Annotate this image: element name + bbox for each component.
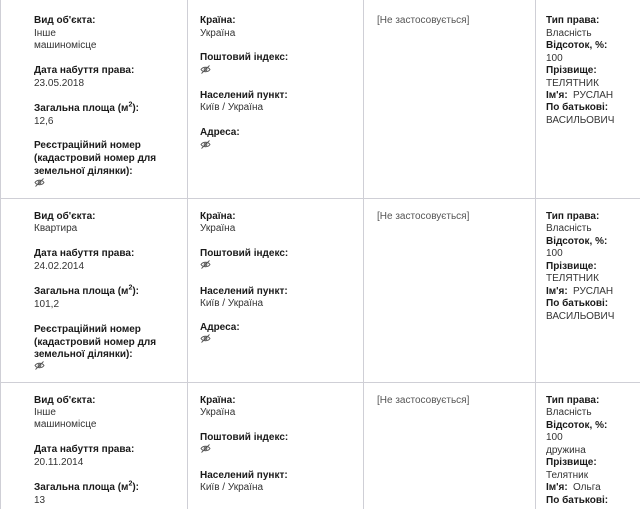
object-type-value-2: машиномісце — [34, 40, 97, 51]
locality-value: Київ / Україна — [200, 102, 264, 113]
first-name-value: РУСЛАН — [573, 286, 614, 297]
first-name-value: Ольга — [573, 482, 601, 493]
eye-off-icon — [34, 178, 45, 187]
address-label: Адреса: — [200, 322, 240, 333]
patronymic-value: ВАСИЛЬОВИЧ — [546, 115, 615, 126]
object-type-label: Вид об'єкта: — [34, 395, 96, 406]
country-value: Україна — [200, 407, 236, 418]
column-divider — [535, 0, 536, 198]
table-row — [1, 383, 640, 509]
column-divider — [363, 383, 364, 509]
share-label: Відсоток, %: — [546, 236, 608, 247]
right-type-label: Тип права: — [546, 395, 600, 406]
country-label: Країна: — [200, 211, 236, 222]
country-value: Україна — [200, 28, 236, 39]
area-label: Загальна площа $(м^2)$: — [34, 101, 140, 114]
surname-value: ТЕЛЯТНИК — [546, 78, 599, 89]
country-value: Україна — [200, 223, 236, 234]
surname-label: Прізвище: — [546, 457, 597, 468]
country-label: Країна: — [200, 15, 236, 26]
eye-off-icon — [200, 334, 211, 343]
first-name-label: Ім'я: — [546, 286, 568, 297]
share-value: 100 — [546, 248, 563, 259]
column-divider — [187, 383, 188, 509]
not-applicable-text: [Не застосовується] — [377, 395, 470, 406]
address-label: Адреса: — [200, 127, 240, 138]
registration-number-label-1: Реєстраційний номер — [34, 324, 141, 335]
column-divider — [363, 199, 364, 382]
postcode-label: Поштовий індекс: — [200, 52, 289, 63]
registration-number-label-3: земельної ділянки): — [34, 349, 133, 360]
patronymic-label: По батькові: — [546, 298, 609, 309]
share-label: Відсоток, %: — [546, 420, 608, 431]
locality-label: Населений пункт: — [200, 90, 288, 101]
acquisition-date-label: Дата набуття права: — [34, 65, 135, 76]
column-divider — [535, 199, 536, 382]
eye-off-icon — [200, 260, 211, 269]
registration-number-label-2: (кадастровий номер для — [34, 153, 157, 164]
eye-off-icon — [34, 361, 45, 370]
share-label: Відсоток, %: — [546, 40, 608, 51]
right-type-label: Тип права: — [546, 15, 600, 26]
eye-off-icon — [200, 444, 211, 453]
first-name-label: Ім'я: — [546, 482, 568, 493]
locality-label: Населений пункт: — [200, 470, 288, 481]
object-type-value-2: машиномісце — [34, 419, 97, 430]
object-type-value: Квартира — [34, 223, 78, 234]
acquisition-date-value: 23.05.2018 — [34, 78, 85, 89]
patronymic-label: По батькові: — [546, 102, 609, 113]
table-row — [1, 0, 640, 199]
right-type-value: Власність — [546, 407, 592, 418]
not-applicable-text: [Не застосовується] — [377, 15, 470, 26]
object-type-label: Вид об'єкта: — [34, 15, 96, 26]
column-divider — [535, 383, 536, 509]
patronymic-label: По батькові: — [546, 495, 609, 506]
first-name-label: Ім'я: — [546, 90, 568, 101]
area-value: 101,2 — [34, 299, 60, 310]
share-note-value: дружина — [546, 445, 586, 456]
right-type-value: Власність — [546, 28, 592, 39]
locality-value: Київ / Україна — [200, 482, 264, 493]
locality-label: Населений пункт: — [200, 286, 288, 297]
patronymic-value: ВАСИЛЬОВИЧ — [546, 311, 615, 322]
column-divider — [187, 0, 188, 198]
table-row — [1, 199, 640, 383]
surname-label: Прізвище: — [546, 65, 597, 76]
locality-value: Київ / Україна — [200, 298, 264, 309]
eye-off-icon — [200, 65, 211, 74]
surname-value: ТЕЛЯТНИК — [546, 273, 599, 284]
registration-number-label-2: (кадастровий номер для — [34, 337, 157, 348]
first-name-value: РУСЛАН — [573, 90, 614, 101]
object-type-value: Інше — [34, 407, 56, 418]
acquisition-date-value: 20.11.2014 — [34, 457, 84, 468]
registration-number-label-1: Реєстраційний номер — [34, 140, 141, 151]
area-label: Загальна площа $(м^2)$: — [34, 284, 140, 297]
object-type-label: Вид об'єкта: — [34, 211, 96, 222]
area-value: 12,6 — [34, 116, 54, 127]
acquisition-date-label: Дата набуття права: — [34, 444, 135, 455]
share-value: 100 — [546, 53, 563, 64]
surname-label: Прізвище: — [546, 261, 597, 272]
postcode-label: Поштовий індекс: — [200, 432, 289, 443]
right-type-label: Тип права: — [546, 211, 600, 222]
area-value: 13 — [34, 495, 46, 506]
not-applicable-text: [Не застосовується] — [377, 211, 470, 222]
eye-off-icon — [200, 140, 211, 149]
right-type-value: Власність — [546, 223, 592, 234]
surname-value: Телятник — [546, 470, 589, 481]
column-divider — [187, 199, 188, 382]
registration-number-label-3: земельної ділянки): — [34, 166, 133, 177]
share-value: 100 — [546, 432, 563, 443]
object-type-value: Інше — [34, 28, 56, 39]
area-label: Загальна площа $(м^2)$: — [34, 480, 140, 493]
country-label: Країна: — [200, 395, 236, 406]
acquisition-date-value: 24.02.2014 — [34, 261, 85, 272]
column-divider — [363, 0, 364, 198]
postcode-label: Поштовий індекс: — [200, 248, 289, 259]
acquisition-date-label: Дата набуття права: — [34, 248, 135, 259]
